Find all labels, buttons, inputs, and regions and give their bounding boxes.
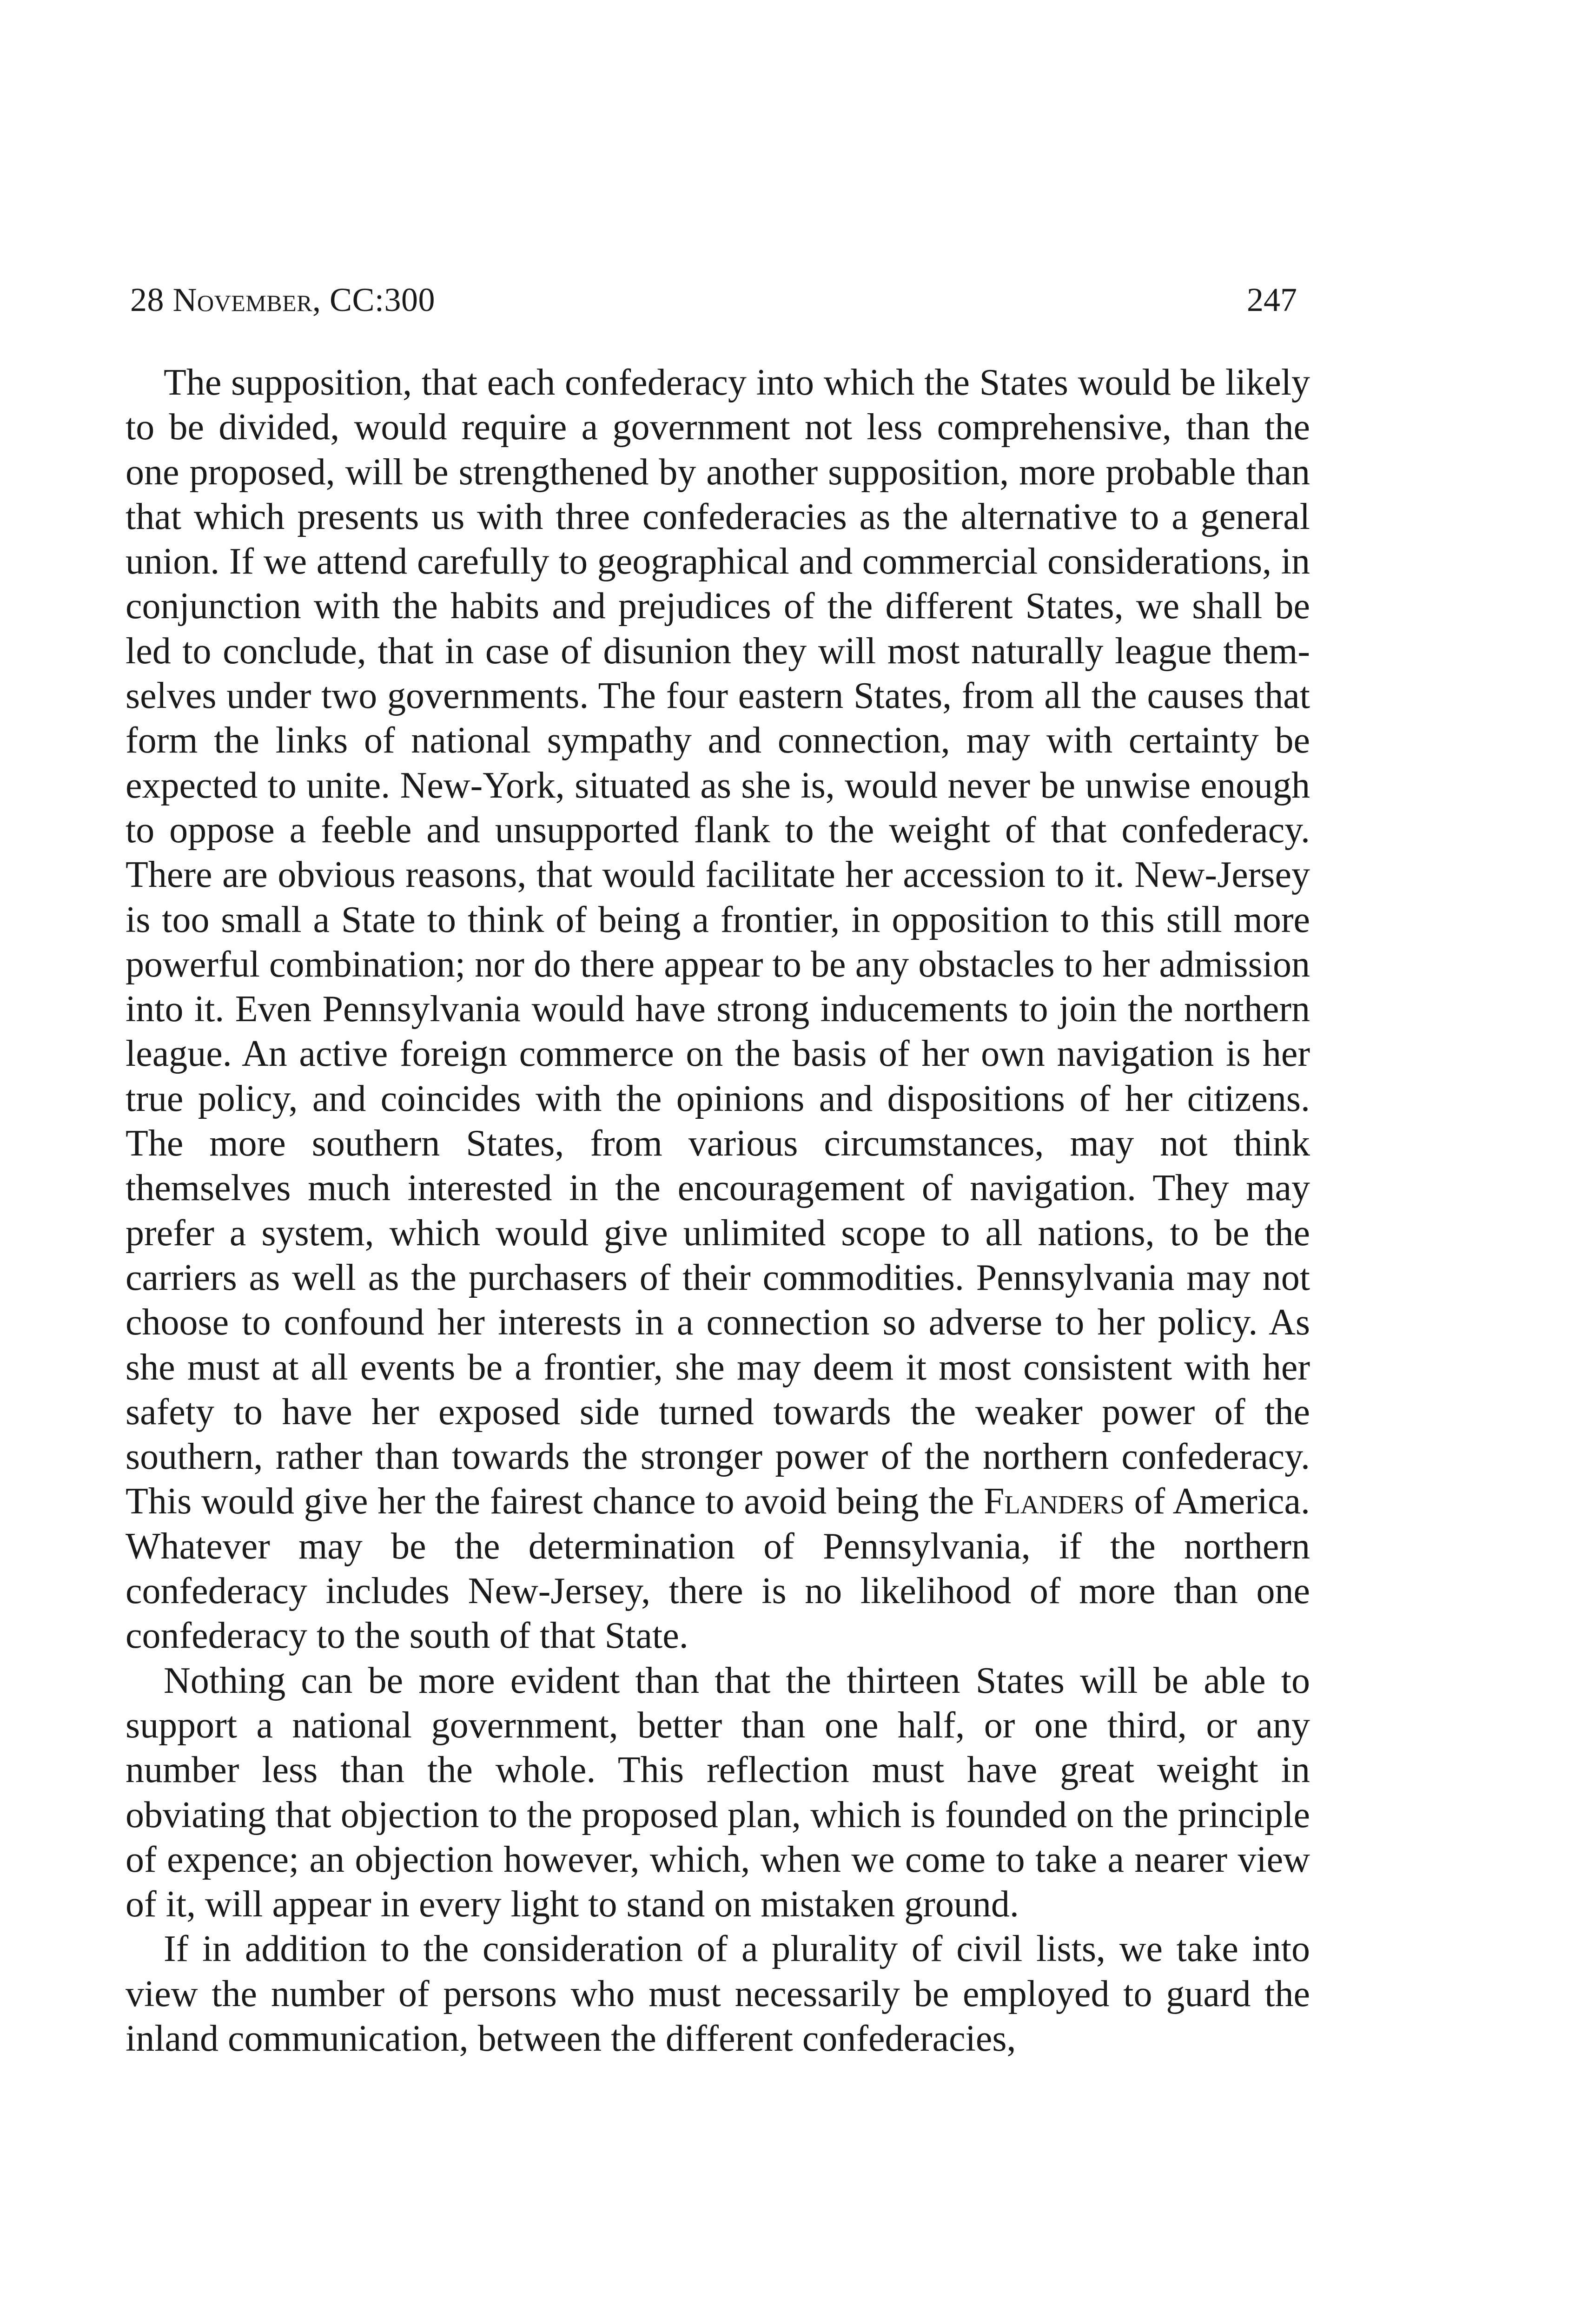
month-label: November xyxy=(172,281,312,318)
running-head xyxy=(130,274,1297,325)
paragraph-1-text-after: of America. Whatever may be the determination of Pennsylvania, if the northern confederacy includes New-Jersey, there is no likelihood of more than one confederacy to the south of that State. xyxy=(126,1481,1310,1657)
flanders-small-caps: Flanders xyxy=(984,1481,1125,1522)
paragraph-2: Nothing can be more evident than that the thirteen States will be able to support a national government, better than one half, or one third, or any number less than the whole. This reflection must have great weight in obviating that objection to the proposed plan, which is founded on the principle of expence; an objection however, which, when we come to take a nearer view of it, will appear in every light to stand on mistaken ground. xyxy=(126,1660,1310,1925)
page-number: 247 xyxy=(1247,281,1297,318)
paragraph-1 xyxy=(126,360,1310,1658)
running-head-title xyxy=(130,274,435,325)
body-text xyxy=(126,360,1310,2061)
document-reference: , CC:300 xyxy=(312,281,436,318)
paragraph-3: If in addition to the consideration of a plurality of civil lists, we take into view the number of persons who must necessarily be employed to guard the inland communication, between the different confederacies, xyxy=(126,1928,1310,2059)
paragraph-1-text-before: The supposition, that each confederacy into which the States would be likely to be divided, would require a government not less comprehensive, than the one proposed, will be strengthened by another supposition, more probable than that which presents us with three confederacies as the alternative to a general union. If we attend carefully to geographical and commercial considerations, in conjunction with the habits and prejudices of the different States, we shall be led to conclude, that in case of disunion they will most naturally league themselves under two governments. The four eastern States, from all the causes that form the links of national sympathy and connection, may with certainty be expected to unite. New-York, situated as she is, would never be unwise enough to oppose a feeble and unsupported flank to the weight of that confederacy. There are obvious reasons, that would facilitate her accession to it. New-Jersey is too small a State to think of being a frontier, in opposition to this still more powerful combination; nor do there appear to be any obstacles to her admission into it. Even Pennsylvania would have strong inducements to join the northern league. An active foreign commerce on the basis of her own navigation is her true policy, and coincides with the opinions and dispositions of her citizens. The more southern States, from various circumstances, may not think themselves much interested in the encouragement of navigation. They may prefer a system, which would give unlimited scope to all nations, to be the carriers as well as the purchasers of their commodities. Pennsylvania may not choose to confound her interests in a connection so adverse to her policy. As she must at all events be a frontier, she may deem it most consistent with her safety to have her exposed side turned towards the weaker power of the southern, rather than towards the stronger power of the northern confederacy. This would give her the fairest chance to avoid being the xyxy=(126,362,1310,1522)
date-prefix: 28 xyxy=(130,281,173,318)
